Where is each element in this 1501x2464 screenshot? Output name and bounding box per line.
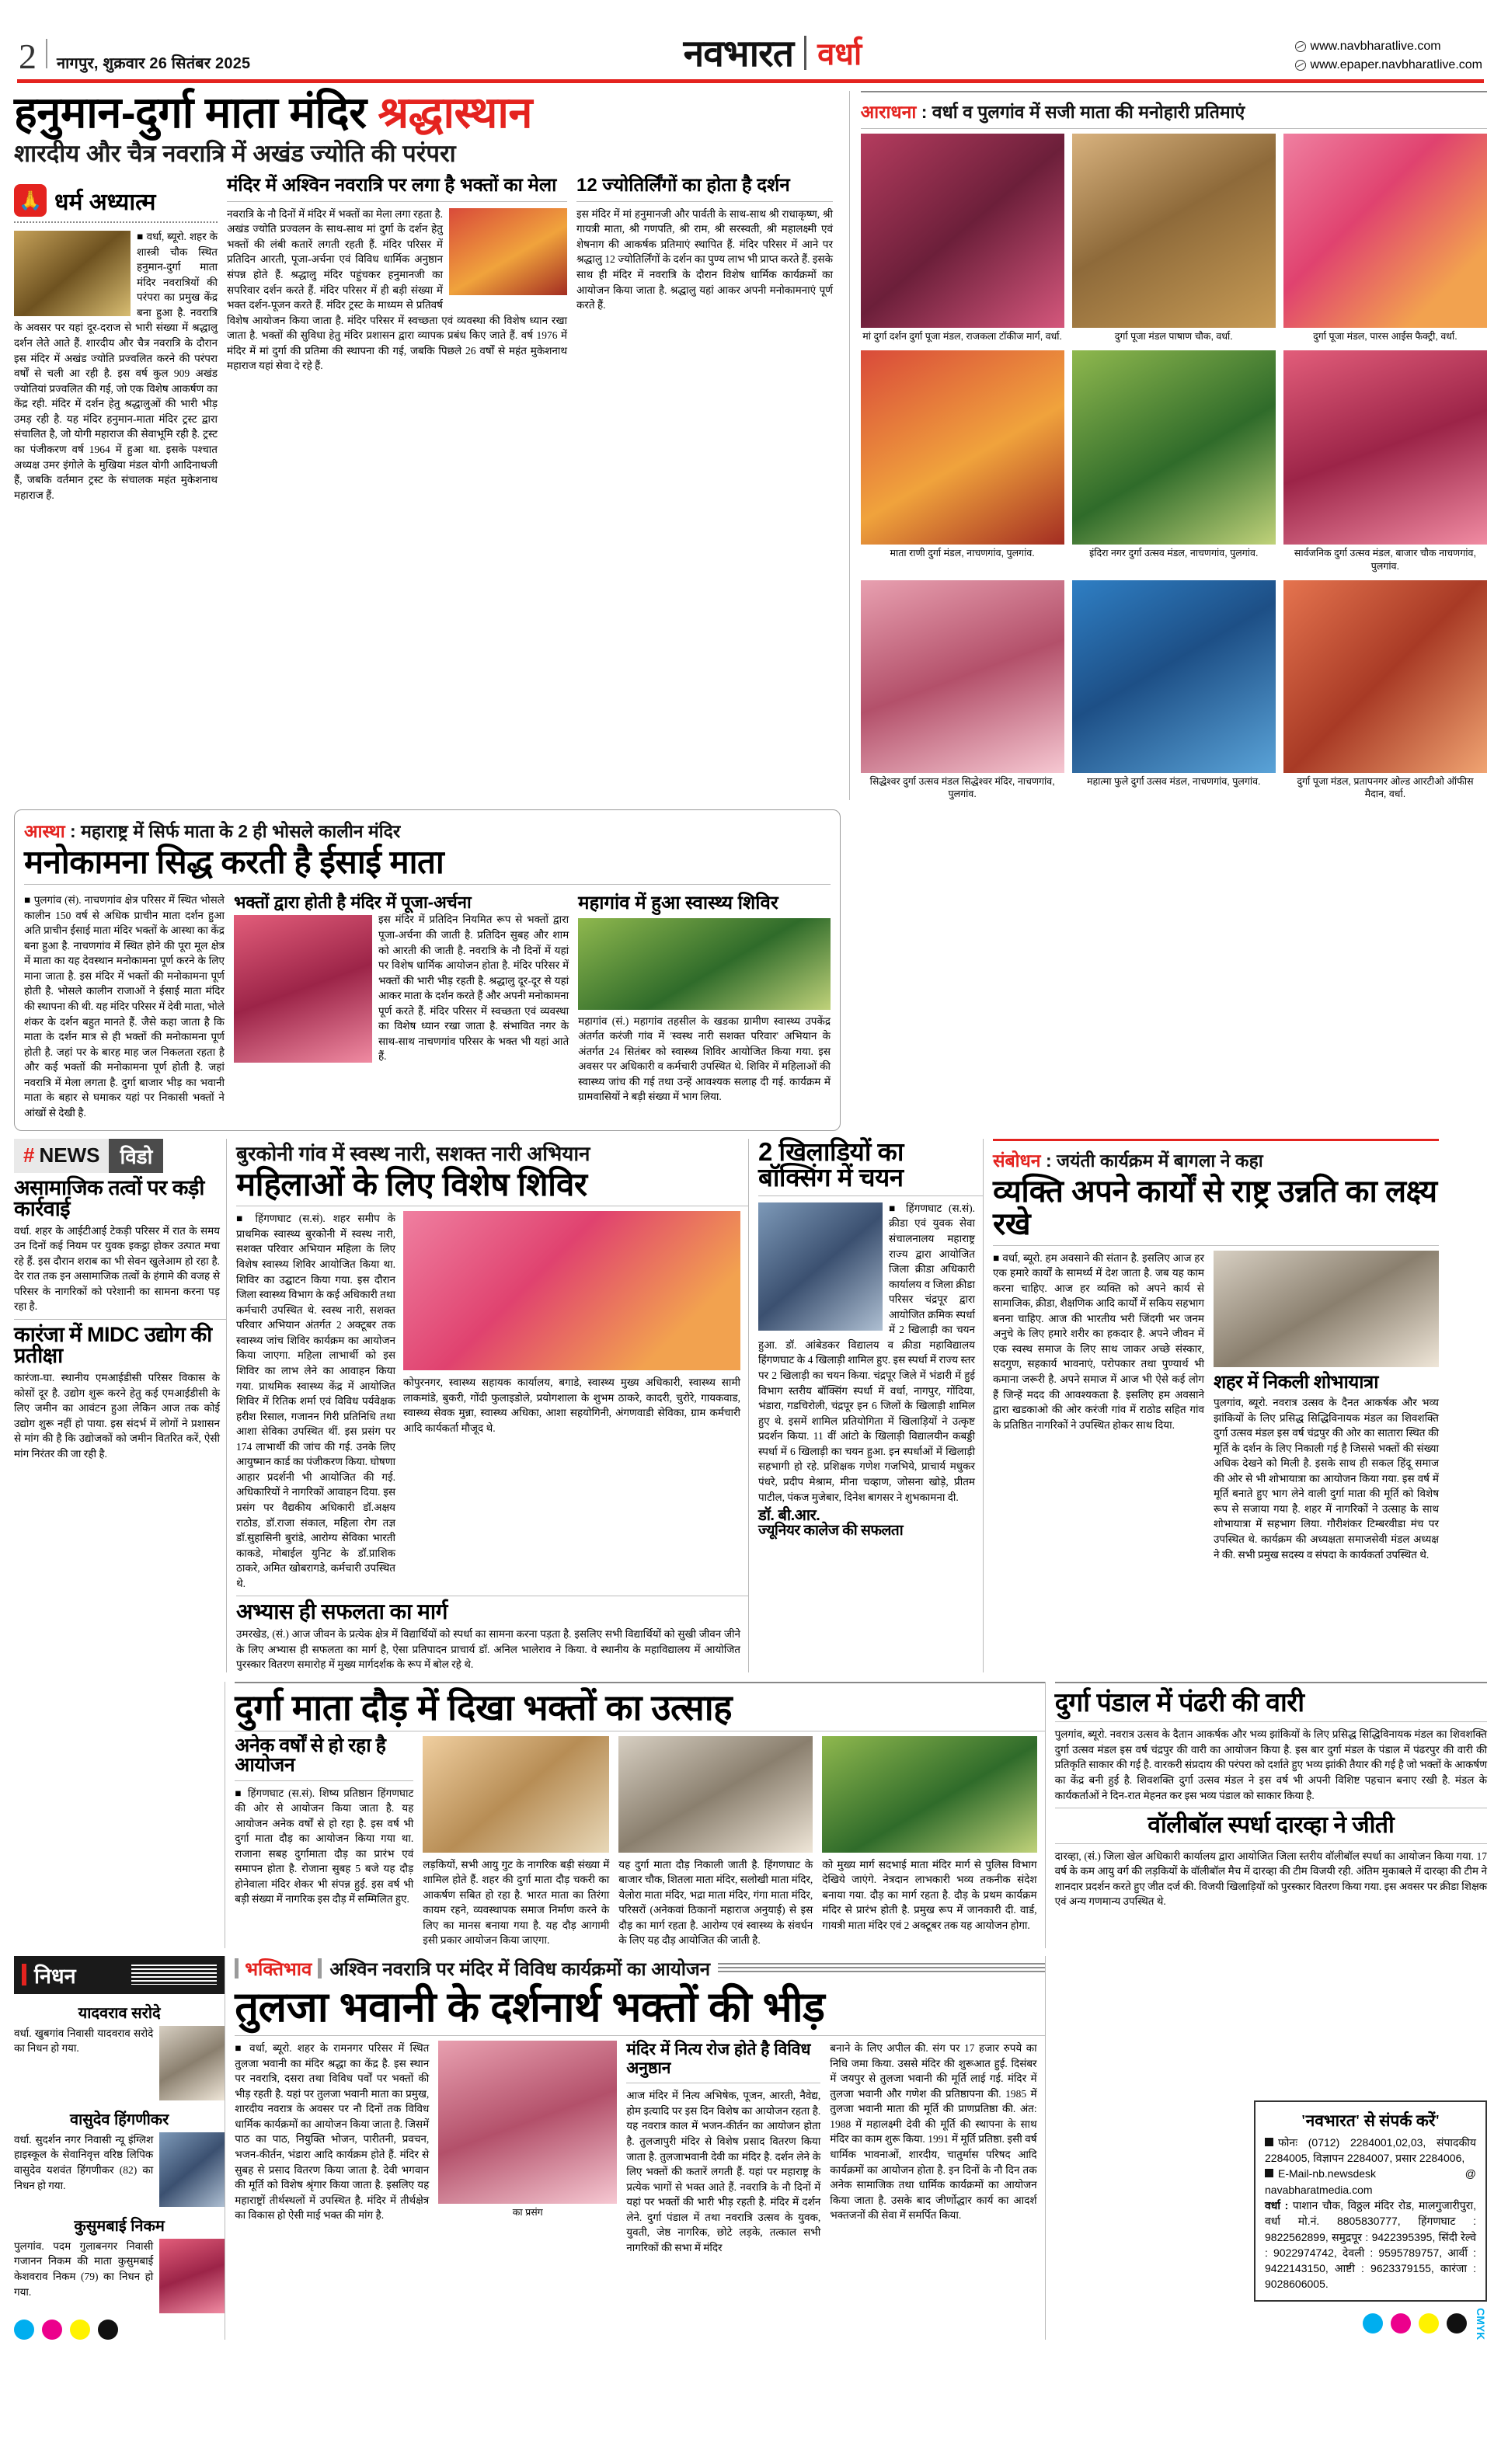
astha-column-3 (578, 893, 831, 1120)
lead-headline-red: श्रद्धास्थान (378, 88, 532, 137)
rule (14, 1319, 226, 1320)
lead-subheadline: शारदीय और चैत्र नवरात्रि में अखंड ज्योति की परंपरा (14, 140, 456, 167)
section-badge (14, 184, 218, 217)
bhaktibhav-columns (235, 2041, 1044, 2255)
bhaktibhav-kicker: अश्विन नवरात्रि पर मंदिर में विविध कार्यक्रमों का आयोजन (329, 1958, 711, 1980)
lead-column-3-text: इस मंदिर में मां हनुमानजी और पार्वती के साथ-साथ श्री राधाकृष्ण, श्री गायत्री माता, श्री गणपति, श्री राम, श्री सरस्वती, श्री महालक्ष्मी एवं शेषनाग की आकर्षक प्रतिमाएं स्थापित हैं. मंदिर परिसर में आने पर श्रद्धालु 12 ज्योतिर्लिंगों के दर्शन का पुण्य लाभ भी प्राप्त करते हैं. इसके साथ ही मंदिर में नवरात्रि के दौरान विशेष धार्मिक कार्यक्रमों का आयोजन किया जाता है. श्रद्धालु यहां आकर अपनी मनोकामनाएं पूर्ण करते हैं. (576, 207, 833, 311)
astha-kicker-tag: आस्था (24, 821, 65, 842)
lower-c3-person-sub: ज्यूनियर कालेज की सफलता (758, 1523, 904, 1540)
bullet-square-icon (1265, 2138, 1273, 2146)
photo-caption: सार्वजनिक दुर्गा उत्सव मंडल, बाजार चौक नाचणगांव, पुलगांव. (1294, 548, 1476, 572)
photo-caption: दुर्गा पूजा मंडल पाषाण चौक, वर्धा. (1114, 331, 1233, 342)
section-badge-label: धर्म अध्यात्म (54, 189, 156, 215)
lower-c2-photo-col (403, 1211, 740, 1591)
photo-cell (861, 134, 1064, 343)
nidhan-header (14, 1956, 225, 1994)
lower-c2-body (236, 1211, 748, 1591)
lead-story (14, 88, 838, 800)
lead-photo-temple (14, 231, 131, 316)
bhaktibhav-tag: भक्तिभाव (245, 1958, 312, 1980)
bhakti-col-photo (438, 2041, 617, 2255)
black-dot (98, 2320, 118, 2340)
contact-title: 'नवभारत' से संपर्क करें' (1301, 2111, 1440, 2130)
epaper-url: www.epaper.navbharatlive.com (1310, 58, 1482, 71)
spacer-text (14, 1682, 225, 1697)
idol-photo (1283, 134, 1487, 328)
pandal-headline: दुर्गा पंडाल में पंढरी की वारी (1054, 1687, 1304, 1717)
astha-block (14, 809, 1487, 1130)
sambodhan-body (993, 1251, 1439, 1563)
rule (993, 1139, 1439, 1141)
tag-pipe-right (318, 1958, 322, 1979)
cmyk-marks-right (1363, 2308, 1487, 2340)
video-label: विडो (109, 1139, 163, 1173)
hash-icon: # (23, 1143, 35, 1168)
bhakti-col-2-heading: मंदिर में नित्य रोज होते है विविध अनुष्ठान (626, 2041, 811, 2078)
masthead-logo-group (684, 27, 862, 78)
photo-cell (1072, 350, 1276, 572)
bhaktibhav-section (235, 1956, 1045, 2340)
idol-photo (861, 350, 1064, 545)
bhakti-text-2: आज मंदिर में नित्य अभिषेक, पूजन, आरती, नैवेद्य, होम इत्यादि पर इस दिन विशेष का आयोजन रहता है. यह नवरात्र काल में भजन-कीर्तन का आयोजन होता है. तुलजापुरी मंदिर से विशेष प्रसाद वितरण किया जाता है. तुलजाभवानी देवी का मंदिर है. दर्शन लेने के लिए भक्तों की कतारें लगती हैं. यहां पर महाराष्ट्र के प्रत्येक भागों से भक्त आते हैं. नवरात्रि के नौ दिनों में यहां पर भक्तों की भारी भीड़ रहती है. मंदिर में दर्शन लेने. दुर्गा पंडाल में तथा नवरात्रि उत्सव के युवक, युवती, जेष्ठ नागरिक, छोटे लड़के, तत्काल सभी नागरिकों की सभा में मंदिर (626, 2090, 821, 2253)
astha-column-2-heading: भक्तों द्वारा होती है मंदिर में पूजा-अर्चना (233, 893, 472, 913)
lead-column-2-text: नवरात्रि के नौ दिनों में मंदिर में भक्तों का मेला लगा रहता है. अखंड ज्योति प्रज्वलन के साथ-साथ मां दुर्गा के दर्शन हेतु भक्तों की लंबी कतारें लगती रहती हैं. मंदिर परिसर में प्रतिदिन आरती, पूजा-अर्चना एवं विविध धार्मिक अनुष्ठान संपन्न होते हैं. श्रद्धालु मंदिर पहुंचकर हनुमानजी का सपरिवार दर्शन करते हैं. मंदिर परिसर में ही बड़ी संख्या में भक्त दर्शन-पूजन करते हैं. मंदिर ट्रस्ट के माध्यम से प्रतिवर्ष विशेष आयोजन किया जाता है. मंदिर परिसर में स्वच्छता एवं व्यवस्था की विशेष ध्यान रखा जाता है. भक्तों की सुविधा हेतु मंदिर प्रशासन द्वारा व्यापक प्रबंध किए जाते हैं. वर्ष 1976 में मंदिर में मां दुर्गा की प्रतिमा की स्थापना की गई, जबकि पिछले 26 वर्षों से महंत मुकेशनाथ महाराज यहां सेवा दे रहे हैं. (227, 207, 567, 372)
lower-c3-headline: 2 खिलाडियों का बॉक्सिंग में चयन (758, 1136, 904, 1192)
edition-name: वर्धा (817, 37, 862, 71)
race-photo-c (822, 1736, 1036, 1853)
astha-column-1-text: ■ पुलगांव (सं). नाचणगांव क्षेत्र परिसर में स्थित भोसले कालीन 150 वर्ष से अधिक प्राचीन माता दर्शन हुआ अति प्राचीन ईसाई माता मंदिर भक्तों के आस्था का केंद्र बना हुआ है. नाचणगांव में स्थित होने की पूरा मूल क्षेत्र में माता का यह देवस्थान मनोकामना पूर्ण करने के लिए माना जाता है. इस मंदिर में भक्तों की मनोकामना पूर्ण होती है. भोसले कालीन राजाओं ने ईसाई माता मंदिर की स्थापना की थी. यह मंदिर परिसर में देवी माता, भोले शंकर के दर्शन बहुत मानते हैं. जैसे कहा जाता है कि माता के दर्शन मात्र से ही भक्तों की मनोकामना पूर्ण होती है. जहां पर के बारह माह जल निकलता रहता है और कई भक्तों की मनोकामना पूर्ण होती है. जहां नवरात्रि में मेला लगता है. दुर्गा बाजार भीड़ का भवानी माता के बहार से घमाकर यहां पर निकासी भक्तों ने आंखों से देखी है. (24, 894, 225, 1119)
durga-race-spacer-left (14, 1682, 225, 1948)
aradhana-kicker-rest: : वर्धा व पुलगांव में सजी माता की मनोहारी प्रतिमाएं (921, 102, 1245, 122)
lower-c1-headline-2: कारंजा में MIDC उद्योग की प्रतीक्षा (14, 1322, 212, 1368)
rule (758, 1195, 983, 1196)
lower-c2-kicker: बुरकोनी गांव में स्वस्थ नारी, सशक्त नारी अभियान (236, 1141, 590, 1165)
website-url-row[interactable] (1295, 37, 1482, 56)
astha-column-3-heading: महागांव में हुआ स्वास्थ्य शिविर (578, 893, 778, 914)
women-camp-photo (403, 1211, 740, 1370)
photo-cell (1283, 350, 1487, 572)
lower-column-4 (993, 1139, 1439, 1672)
lower-c2-text-2: उमरखेड, (सं.) आज जीवन के प्रत्येक क्षेत्र में विद्यार्थियों को स्पर्धा का सामना करना पड़ता है. इसलिए सभी विद्यार्थियों को सुखी जीवन जीने के लिए अभ्यास ही सफलता का मार्ग है, ऐसा प्रतिपादन प्राचार्य डॉ. अनिल भालेराव ने किया. वे स्थानीय के महाविद्यालय में आयोजित पुरस्कार वितरण समारोह में मुख्य मार्गदर्शक के रूप में बोल रहे थे. (236, 1627, 740, 1671)
sambodhan-text-col (993, 1251, 1204, 1563)
bhakti-text-3: बनाने के लिए अपील की. संग पर 17 हजार रुपये का निधि जमा किया. उससे मंदिर की शुरूआत हुई. दिसंबर में जयपुर से तुलजा भवानी की मूर्ति लाई गई. मंदिर में तुलजा भवानी और गणेश की प्रतिष्ठापना की. 1985 में तुलजा भवानी माता की मूर्ति की प्राणप्रतिष्ठा की. अंत: 1988 में महालक्ष्मी देवी की मूर्ति की स्थापना के साथ मंदिर का काम शुरू किया. 1991 में मूर्ति प्रतिष्ठा. इसी वर्ष धार्मिक भावनाओं, शारदीय, चातुर्मास परिषद आदि कार्यक्रमों का आयोजन होता है. इन दिनों के नौ दिन तक अनेक सामाजिक तथा धार्मिक कार्यक्रमों का आयोजन किया जाता है. उसके बाद जीर्णोद्धार कार्य का आदर्श भक्तजनों की सेवा में समर्पित किया. (830, 2042, 1037, 2222)
contact-email-line[interactable] (1265, 2166, 1476, 2198)
nidhan-name: कुसुमबाई निकम (74, 2217, 165, 2235)
sambodhan-headline: व्यक्ति अपने कार्यों से राष्ट्र उन्नति का लक्ष्य रखे (993, 1174, 1437, 1241)
lead-headline (14, 88, 838, 137)
nidhan-text: पुलगांव. पदम गुलाबनगर निवासी गजानन निकम की माता कुसुमबाई केशवराव निकम (79) का निधन हो गया. (14, 2240, 154, 2298)
boxer-photo (758, 1202, 883, 1331)
health-camp-photo (578, 918, 831, 1010)
durga-race-headline: दुर्गा माता दौड़ में दिखा भक्तों का उत्साह (235, 1686, 733, 1728)
rule (227, 201, 567, 202)
astha-column-1 (24, 893, 225, 1120)
volleyball-headline: वॉलीबॉल स्पर्धा दारव्हा ने जीती (1148, 1812, 1395, 1839)
nidhan-accent-bar (22, 1964, 26, 1985)
badge-dotted-rule (14, 221, 218, 223)
cyan-dot (1363, 2313, 1383, 2333)
astha-column-3-text: महागांव (सं.) महागांव तहसील के खडका ग्रामीण स्वास्थ्य उपकेंद्र अंतर्गत करंजी गांव में 'स्वस्थ नारी सशक्त परिवार' अभियान के अंतर्गत 24 सितंबर को स्वास्थ्य शिविर आयोजित किया गया. इस अवसर पर अधिकारी व कर्मचारी उपस्थित थे. शिविर में महिलाओं की स्वास्थ्य जांच की गई तथा उन्हें आवश्यक सलाह दी गई. कार्यक्रम में ग्रामवासियों ने बड़ी संख्या में भाग लिया. (578, 1014, 831, 1103)
yellow-dot (1419, 2313, 1439, 2333)
lead-column-2-heading: मंदिर में अश्विन नवरात्रि पर लगा है भक्तों का मेला (227, 175, 557, 197)
photo-cell (1283, 134, 1487, 343)
rule (861, 91, 1487, 92)
lower-c2-text: ■ हिंगणघाट (स.सं). शहर समीप के प्राथमिक स्वास्थ्य बुरकोनी में स्वस्थ नारी, सशक्त परिवार अभियान महिला के लिए विशेष स्वास्थ्य शिविर आयोजित किया था. शिविर का उद्घाटन किया गया. इस दौरान जिला स्वास्थ्य विभाग के कई अधिकारी तथा कर्मचारी उपस्थित थे. स्वस्थ नारी, सशक्त परिवार अभियान अंतर्गत 2 अक्टूबर तक स्वास्थ्य जांच शिविर कार्यक्रम का आयोजन किया जाएगा. महिला लाभार्थी को इस शिविर का लाभ लेने का आवाहन किया गया. प्राथमिक स्वास्थ्य केंद्र में आयोजित शिविर में रितिक शर्मा एवं विविध पर्यवेक्षक हरीश रिसाल, गजानन गिरी प्रतिनिधि तथा आशा सेविका उपस्थित थीं. इस प्रसंग पर 174 लाभार्थी की जांच की गई. उनके लिए आयुष्मान कार्ड का पंजीकरण किया. घोषणा आहार प्रदर्शनी भी आयोजित की गई. अधिकारियों ने नागरिकों आवाहन दिया. इस प्रसंग पर वैद्यकीय अधिकारी डॉ.अक्षय राठोड, डॉ.राजा संकाल, महिला रोग तज्ञ डॉ.सुहासिनी बुरांडे, आरोग्य सेविका भारती काकडे, मोबाईल युनिट के डॉ.प्राशिक ठाकरे, अमित खोबरागडे, कर्मचारी उपस्थित थे. (236, 1213, 395, 1589)
durga-race-col-1 (235, 1736, 413, 1948)
date-line: नागपुर, शुक्रवार 26 सितंबर 2025 (57, 55, 251, 72)
durga-race-columns (235, 1736, 1044, 1948)
sambodhan-side-col (1214, 1251, 1439, 1563)
aradhana-section (849, 91, 1487, 800)
photo-caption: इंदिरा नगर दुर्गा उत्सव मंडल, नाचणगांव, पुलगांव. (1089, 548, 1259, 559)
nidhan-name: यादवराव सरोदे (78, 2004, 161, 2022)
bhaktibhav-kicker-row (235, 1956, 1044, 1982)
bottom-block (14, 1956, 1487, 2340)
astha-headline: मनोकामना सिद्ध करती है ईसाई माता (24, 844, 444, 881)
cmyk-marks-left (14, 2320, 225, 2340)
kicker-stripes (718, 1963, 1044, 1974)
astha-kicker-rest: : महाराष्ट्र में सिर्फ माता के 2 ही भोसले कालीन मंदिर (70, 821, 401, 842)
lead-column-1-text: ■ वर्धा, ब्यूरो. शहर के शास्त्री चौक स्थित हनुमान-दुर्गा माता मंदिर नवरात्रियों की परंपरा का प्रमुख केंद्र बना हुआ है. नवरात्रि के अवसर पर यहां दूर-दराज से भारी संख्या में श्रद्धालु दर्शन लेते आते हैं. शारदीय और चैत्र नवरात्रि के दौरान इस मंदिर में अखंड ज्योति प्रज्वलित करने की परंपरा वर्षों से चली आ रही है. इस वर्ष कुल 909 अखंड ज्योतियां प्रज्वलित की गई, जो एक विशेष आकर्षण का केंद्र रही. मंदिर में दर्शन हेतु श्रद्धालुओं की भारी भीड़ उमड़ रही है. यह मंदिर हनुमान-माता मंदिर ट्रस्ट द्वारा संचालित है, जो योगी महाराज की सेवाभूमि रही है. ट्रस्ट का पंजीकरण वर्ष 1964 में हुआ था. इसके पश्चात अध्यक्ष उमर इंगोले के मुखिया मंडल योगी आदिनाथजी हैं, जबकि वर्तमान ट्रस्ट के संचालक महंत मुकेशनाथ महाराज हैं. (14, 231, 218, 501)
bhakti-col-2 (626, 2041, 820, 2255)
pandal-text: पुलगांव, ब्यूरो. नवरात्र उत्सव के दैतान आकर्षक और भव्य झांकियों के लिए प्रसिद्ध सिद्धिविनायक मंडल का शिवशक्ति दुर्गा उत्सव मंडल इस वर्ष चंद्रपुर की वारी का आयोजन किया है. इस बार दुर्गा मंडल के पंडाल में पंढरपुर की वारी की प्रतिकृति साकार की गई है. वारकरी संप्रदाय की परंपरा को दर्शाते हुए भव्य झांकी तैयार की गई है जो भक्तों के आकर्षण का केंद्र बनी हुई है. शिवशक्ति दुर्गा उत्सव मंडल ने इस वर्ष भी अपनी विशिष्ट पहचान बनाए रखी है. मंडल के कार्यकर्ताओं ने दिन-रात मेहनत कर इस भव्य पंडाल को साकार किया है. (1054, 1728, 1487, 1801)
bhakti-photo-caption: का प्रसंग (512, 2207, 543, 2218)
race-photo-b (618, 1736, 813, 1853)
durga-race-col-2 (423, 1736, 609, 1948)
sambodhan-text: ■ वर्धा, ब्यूरो. हम अवसाने की संतान है. इसलिए आज हर एक हमारे कार्यों के सामर्थ्य में देश जाता है. जब यह काम करना चाहिए. आज हर व्यक्ति को अपने कार्य से सामाजिक, क्रीडा, शैक्षणिक आदि कार्यों में सकिय सहभाग बनना चाहिए. आज की भारतीय भरी जिंदगी भर जनम अनुचे के लिए हमारे शरीर का हकदार है. अपने जीवन में एक स्वस्थ समाज के लिए साथ जाकर अच्छे संस्कार, सदगुण, सहकार्य भावनाएं, परोपकार तथा पुण्यार्थ भी कमाना जरूरी है. अपने समाज में आज भी ऐसे कई लोग हैं जिन्हें मदद की आवश्यकता है. इसलिए हम अवसाने द्वारा खडकाओ की ओर करंजी गांव में राठोड सहित गांव के प्रतिष्ठित नागरिकों ने उपस्थित होकर साथ दिया. (993, 1251, 1204, 1431)
nidhan-title: निधन (34, 1964, 76, 1988)
lower-c2-headline: महिलाओं के लिए विशेष शिविर (236, 1165, 587, 1202)
bhakti-col-3 (830, 2041, 1036, 2255)
photo-cell (1072, 580, 1276, 801)
rule (1055, 1721, 1487, 1722)
publication-logo: नवभारत (683, 33, 794, 75)
lead-column-1 (14, 175, 218, 503)
lower-c2-text-col (236, 1211, 395, 1591)
astha-columns (24, 893, 831, 1120)
astha-column-2 (234, 893, 569, 1120)
rule (861, 128, 1487, 129)
bhakti-col-1 (235, 2041, 429, 2255)
contact-phone-line (1265, 2135, 1476, 2166)
race-photo-a (423, 1736, 609, 1853)
rule (1055, 1843, 1487, 1844)
cyan-dot (14, 2320, 34, 2340)
globe-icon (1295, 41, 1306, 52)
durga-race-text-4: को मुख्य मार्ग सदभाई माता मंदिर मार्ग से पुलिस विभाग देखिये जाएंगे. नेत्रदान लाभकारी भव्य तकनीक संदेश बनाया गया. दौड़ का मार्ग रहता है. दौड़ के प्रथम कार्यक्रम मंदिर से प्रारंभ होती है. प्रमुख रूप में जानकारी दी. वार्ड, गायत्री माता मंदिर एवं 2 अक्टूबर तक यह आयोजन होगा. (822, 1858, 1037, 1931)
epaper-url-row[interactable] (1295, 56, 1482, 75)
astha-box (14, 809, 841, 1130)
durga-race-main (235, 1682, 1045, 1948)
magenta-dot (42, 2320, 62, 2340)
news-tag-label (14, 1139, 109, 1173)
aradhana-photo-grid (861, 134, 1487, 800)
page-number: 2 (19, 37, 37, 76)
lead-column-3-heading: 12 ज्योतिर्लिंगों का होता है दर्शन (576, 175, 790, 197)
sambodhan-kicker-rest: : जयंती कार्यक्रम में बागला ने कहा (1045, 1150, 1263, 1171)
volleyball-text: दारव्हा, (सं.) जिला खेल अधिकारी कार्यालय द्वारा आयोजित जिला स्तरीय वॉलीबॉल स्पर्धा का आयोजन किया गया. 17 वर्ष के कम आयु वर्ग की लड़कियों के वॉलीबॉल मैच में दारव्हा की टीम विजयी रही. अंतिम मुकाबले में दारव्हा की टीम ने शानदार प्रदर्शन करते हुए जीत दर्ज की. विजयी खिलाड़ियों को पुरस्कार वितरण किया गया. इस अवसर पर क्रीडा शिक्षक एवं अन्य गणमान्य उपस्थित थे. (1054, 1850, 1487, 1908)
contact-address-line (1265, 2198, 1476, 2292)
durga-race-text-2: लड़कियों, सभी आयु गुट के नागरिक बड़ी संख्या में शामिल होते हैं. शहर की दुर्गा माता दौड़ चकरी का आकर्षण सबित हो रहा है. भारत माता का तिरंगा कायम रहने, व्यवस्थापक समाज निर्माण करने के लिए का मानस बनाया गया है. यह दौड़ आगामी इसी प्रकार आयोजन किया जाएगा. (423, 1858, 610, 1947)
nidhan-item (14, 2108, 225, 2207)
website-url: www.navbharatlive.com (1310, 40, 1441, 53)
lead-columns (14, 175, 838, 503)
nidhan-item (14, 2215, 225, 2313)
idol-photo (1283, 350, 1487, 545)
pandal-block (1055, 1682, 1487, 1948)
rule (235, 2035, 1044, 2036)
isai-mata-photo (234, 915, 372, 1063)
bhaktibhav-headline: तुलजा भवानी के दर्शनार्थ भक्तों की भीड़ (235, 1983, 825, 2031)
durga-race-sub: अनेक वर्षों से हो रहा है आयोजन (235, 1734, 386, 1777)
news-video-tag[interactable] (14, 1139, 163, 1173)
astha-column-2-text: इस मंदिर में प्रतिदिन नियमित रूप से भक्तों द्वारा पूजा-अर्चना की जाती है. प्रतिदिन सुबह और शाम को आरती की जाती है. नवरात्रि के नौ दिनों में यहां पर विशेष धार्मिक आयोजन होता है. मंदिर परिसर में भक्तों की भारी भीड़ रहती है. श्रद्धालु दूर-दूर से यहां आकर माता के दर्शन करते हैं और अपनी मनोकामना पूर्ण करते हैं. मंदिर परिसर में स्वच्छता एवं व्यवस्था का विशेष ध्यान रखा जाता है. संभावित नगर के साथ-साथ नाचणगांव परिसर के भक्त भी यहां आते हैं. (378, 914, 569, 1063)
idol-photo (1072, 134, 1276, 328)
contact-email: E-Mail-nb.newsdesk @ navabharatmedia.com (1265, 2167, 1476, 2196)
idol-photo (861, 134, 1064, 328)
idol-photo (1072, 350, 1276, 545)
nidhan-name: वासुदेव हिंगणीकर (69, 2111, 169, 2128)
bullet-square-icon (1265, 2169, 1273, 2177)
rule (24, 884, 831, 885)
lead-column-3 (576, 175, 833, 503)
tulja-bhavani-photo (438, 2041, 617, 2204)
yellow-dot (70, 2320, 90, 2340)
photo-caption: माता राणी दुर्गा मंडल, नाचणगांव, पुलगांव. (890, 548, 1035, 559)
news-label: NEWS (39, 1143, 100, 1168)
rule (576, 201, 833, 202)
contact-box (1254, 2100, 1487, 2302)
lower-c1-text-2: कारंजा-घा. स्थानीय एमआईडीसी परिसर विकास के कोसों दूर है. उद्योग शुरू करने हेतु कई एमआईडीसी के लिए जमीन का आवंटन हुआ लेकिन आज तक कोई उद्योग शुरू नहीं हो पाया. इस संदर्भ में लोगों ने प्रशासन से मांग की है कि उद्योजकों को जमीन वितरित करें, ऐसी मांग निरंतर की जा रही है. (14, 1372, 220, 1460)
contact-address: पाशान चौक, विठ्ठल मंदिर रोड, मालगुजारीपुरा, वर्धा मो.नं. 8805830777, हिंगणघाट : 9822562899, समुद्रपूर : 9422395395, सिंदी रेल्वे : 9022974742, देवली : 9595789757, आर्वी : 9422143150, आष्टी : 9623379155, कारंजा : 9028606005. (1265, 2198, 1476, 2291)
nidhan-item (14, 2002, 225, 2100)
rule (993, 1245, 1439, 1246)
nidhan-text: वर्धा. सुदर्शन नगर निवासी न्यू इंग्लिश हाइस्कूल के सेवानिवृत्त वरिष्ठ लिपिक वासुदेव यशवंत हिंगणीकर (82) का निधन हो गया. (14, 2133, 154, 2191)
black-dot (1447, 2313, 1467, 2333)
deceased-portrait (159, 2132, 225, 2207)
photo-caption: सिद्धेश्वर दुर्गा उत्सव मंडल सिद्धेश्वर मंदिर, नाचणगांव, पुलगांव. (869, 775, 1055, 799)
sambodhan-kicker (993, 1147, 1439, 1172)
photo-caption: दुर्गा पूजा मंडल, प्रतापनगर ओल्ड आरटीओ ऑफीस मैदान, वर्धा. (1297, 775, 1474, 799)
aradhana-kicker (861, 99, 1487, 124)
cmyk-label: CMYK (1475, 2307, 1487, 2340)
sambodhan-kicker-tag: संबोधन (993, 1150, 1041, 1171)
photo-caption: दुर्गा पूजा मंडल, पारस आईस फैक्ट्री, वर्धा. (1313, 331, 1457, 342)
top-block (14, 83, 1487, 800)
lower-c2-midcap: कोपुरनगर, स्वास्थ्य सहायक कार्यालय, बगाडे, स्वास्थ्य मुख्य अधिकारी, स्वास्थ्य सामी लाकमांडे, बुकरी, गोंदी फुलाइडोले, प्रयोगशाला के शुभम ठाकरे, कादरी, चुरोरे, गायकवाड, स्वास्थ्य सेवक मुन्ना, स्वास्थ्य अधिका, आशा सहयोगिनी, अंगणवाडी सेविका, ग्राम कर्मचारी आदि कार्यकर्ता मौजूद थे. (403, 1376, 740, 1435)
photo-cell (1072, 134, 1276, 343)
lower-c3-text: ■ हिंगणघाट (स.सं). क्रीडा एवं युवक सेवा संचालनालय महाराष्ट्र राज्य द्वारा आयोजित जिला क्रीडा अधिकारी कार्यालय व जिला क्रीडा परिसर चंद्रपूर द्वारा आयोजित क्रमिक स्पर्धा में 2 खिलाड़ी का चयन हुआ. डॉ. आंबेडकर विद्यालय व क्रीडा महाविद्यालय हिंगणघाट के 4 खिलाड़ी शामिल हुए. इस स्पर्धा में राज्य स्तर पर 2 खिलाड़ी का चयन किया. चंद्रपूर जिले में भंडारी में हुई विभाग स्तरीय बॉक्सिंग स्पर्धा में वर्धा, नागपुर, गोंदिया, भंडारा, गडचिरोली, चंद्रपूर इन 6 जिलों के खिलाड़ी शामिल हुए थे. इसमें शामिल प्रतियोगिता में खिलाड़ियों ने उत्कृष्ट प्रदर्शन किया. 11 वीं आंटो के खिलाड़ी विद्यालयीन कबड्डी स्पर्धा में 6 खिलाड़ी का चयन हुआ. इन स्पर्धाओं में खिलाड़ी सहभागी हो रहे. प्रशिक्षक गणेश गजभिये, प्राचार्य मधुकर पंधरे, प्रदीप मेश्राम, मीना चव्हाण, जोसना खोड़े, प्रीतम पाटील, पंकज मुजेबार, दिनेश बागसर ने शुभकामना दी. (758, 1202, 975, 1503)
masthead-urls (1295, 37, 1482, 75)
aradhana-kicker-tag: आराधना (860, 102, 917, 122)
photo-cell (861, 580, 1064, 801)
nidhan-body (14, 2132, 225, 2207)
globe-icon (1295, 60, 1306, 71)
rule (1055, 1682, 1487, 1683)
durga-race-text-3: यह दुर्गा माता दौड़ निकाली जाती है. हिंगणघाट के बाजार चौक, शितला माता मंदिर, सलोखी माता मंदिर, येलोरा माता मंदिर, भद्रा माता मंदिर, गंगा माता मंदिर, परिसरों (अनेकवां ठिकानों महाराज अनुयाई) से इस दौड़ का मार्ग रहता है. आरोग्य एवं स्वास्थ्य के संवर्धन के लिए यह दौड़ आयोजित की जाती है. (618, 1858, 813, 1947)
shobhayatra-headline: शहर में निकली शोभायात्रा (1214, 1371, 1378, 1393)
idol-photo (1072, 580, 1276, 773)
idol-photo (1283, 580, 1487, 773)
lower-grid (14, 1136, 1487, 1672)
tag-pipe-left (235, 1958, 239, 1979)
nidhan-section (14, 1956, 225, 2340)
photo-caption: महात्मा फुले दुर्गा उत्सव मंडल, नाचणगांव, पुलगांव. (1087, 775, 1261, 787)
durga-race-col-4 (822, 1736, 1036, 1948)
nidhan-stripes (131, 1965, 217, 1985)
durga-race-block (14, 1682, 1487, 1948)
lower-c1-headline-1: असामाजिक तत्वों पर कड़ी कार्रवाई (14, 1175, 204, 1221)
lower-column-2 (236, 1139, 749, 1672)
praying-hands-icon: 🙏 (14, 184, 47, 217)
lower-c2-headline-2: अभ्यास ही सफलता का मार्ग (236, 1599, 448, 1624)
nidhan-body (14, 2239, 225, 2313)
cmyk-dots (1363, 2313, 1467, 2333)
logo-separator (804, 36, 806, 70)
lead-photo-lamps (449, 208, 567, 295)
shobhayatra-text: पुलगांव, ब्यूरो. नवरात्र उत्सव के दैनत आकर्षक और भव्य झांकियों के लिए प्रसिद्ध सिद्धिविनायक मंडल का शिवशक्ति दुर्गा उत्सव मंडल इस वर्ष चंद्रपुर की ओर का सातारा स्थित की मूर्ति के दर्शन के लिए निकाली गई है जिससे भक्तों की संख्या अधिक देखने को मिली है. इसके साथ ही सकल हिंदू समाज की ओर से भी शोभायात्रा का आयोजन किया गया. इस वर्ष में मूर्ति बनाते हुए भाग लेने वाली दुर्गा माता की मूर्ति को विशेष रूप से सजाया गया है. शहर में नागरिकों ने उत्साह के साथ शोभायात्रा में सहभाग लिया. गौरीशंकर टिम्बरवीडा मंच पर उपस्थित थे. कार्यक्रम की अध्यक्षता समाजसेवी मंडल अध्यक्ष ने की. सभी प्रमुख सदस्य व संपदा के कार्यकर्ता उपस्थित थे. (1214, 1396, 1439, 1561)
event-photo (1214, 1251, 1439, 1367)
magenta-dot (1391, 2313, 1411, 2333)
photo-caption: मां दुर्गा दर्शन दुर्गा पूजा मंडल, राजकला टॉकीज मार्ग, वर्धा. (862, 331, 1063, 342)
durga-race-col-3 (618, 1736, 813, 1948)
rule (235, 1682, 1044, 1683)
photo-cell (1283, 580, 1487, 801)
lower-c1-text-1: वर्धा. शहर के आईटीआई टेकड़ी परिसर में रात के समय उन दिनों कई नियम पर युवक इकट्ठा होकर उत्पात मचा रहे हैं. इस दौरान शराब का भी सेवन खुलेआम हो रहा है. देर रात तक इन असामाजिक तत्वों के हंगामे की वजह से परिसर के नागरिकों को परेशानी का सामना करना पड़ रहा है. (14, 1224, 220, 1313)
bhaktibhav-tag-group (235, 1956, 322, 1982)
masthead (14, 0, 1487, 75)
nidhan-body (14, 2026, 225, 2100)
nidhan-text: वर्धा. खुबगांव निवासी यादवराव सरोदे का निधन हो गया. (14, 2027, 154, 2055)
rule (235, 1780, 413, 1781)
deceased-portrait (159, 2026, 225, 2100)
contact-city-label: वर्धा : (1265, 2198, 1289, 2212)
photo-cell (861, 350, 1064, 572)
bhakti-text-1: ■ वर्धा, ब्यूरो. शहर के रामनगर परिसर में स्थित तुलजा भवानी का मंदिर श्रद्धा का केंद्र है. इस स्थान पर नवरात्रि, दसरा तथा विविध पर्वों पर भक्तों की भीड़ रहती है. यहां पर तुलजा भवानी माता का प्रमुख, शारदीय नवरात्र के अवसर पर नौ दिनों तक विविध धार्मिक कार्यक्रमों का आयोजन किया जाता है. जिसमें पाठ का पाठ, नियुक्ति भोजन, पारीतनी, प्रवचन, भजन-कीर्तन, भंडारा आदि कार्यक्रम होते हैं. मंदिर से सुबह से प्रसाद वितरण किया जाता है. देवी भगवान की मूर्ति को विशेष श्रृंगार किया जाता है. इसलिए यह महाराष्ट्रों तीर्थस्थलों में उपस्थित है. मंदिर में तीर्थक्षेत्र का विकास हो ऐसी माई भक्त की मांग है. (235, 2042, 430, 2222)
lead-column-2 (227, 175, 567, 503)
masthead-divider (46, 39, 47, 68)
masthead-left (19, 39, 250, 75)
durga-race-text-1: ■ हिंगणघाट (स.सं). शिष्य प्रतिष्ठान हिंगणघाट की ओर से आयोजन किया जाता है. यह आयोजन अनेक वर्षों से हो रहा है. इस वर्ष भी दुर्गा माता दौड़ का आयोजन किया गया था. राजाना सबह दुर्गामाता दौड़ का प्रारंभ एवं समापन होता है. रोजाना सुबह 5 बजे यह दौड़ होनेवाला मंदिर शेकर भी संपन्न हुई. इस वर्ष भी बड़ी संख्या में नागरिक इस दौड़ में सम्मिलित हुए. (235, 1787, 414, 1905)
idol-photo (861, 580, 1064, 773)
lower-c3-person-name: डॉ. बी.आर. (758, 1507, 820, 1525)
deceased-portrait (159, 2239, 225, 2313)
lower-column-1 (14, 1139, 227, 1672)
contact-phone: फोनः (0712) 2284001,02,03, संपादकीय 2284005, विज्ञापन 2284007, प्रसार 2284006, (1265, 2135, 1476, 2165)
lower-column-3 (758, 1136, 984, 1672)
astha-kicker (24, 818, 831, 843)
lead-headline-black: हनुमान-दुर्गा माता मंदिर (14, 88, 367, 137)
contact-section (1055, 1956, 1487, 2340)
